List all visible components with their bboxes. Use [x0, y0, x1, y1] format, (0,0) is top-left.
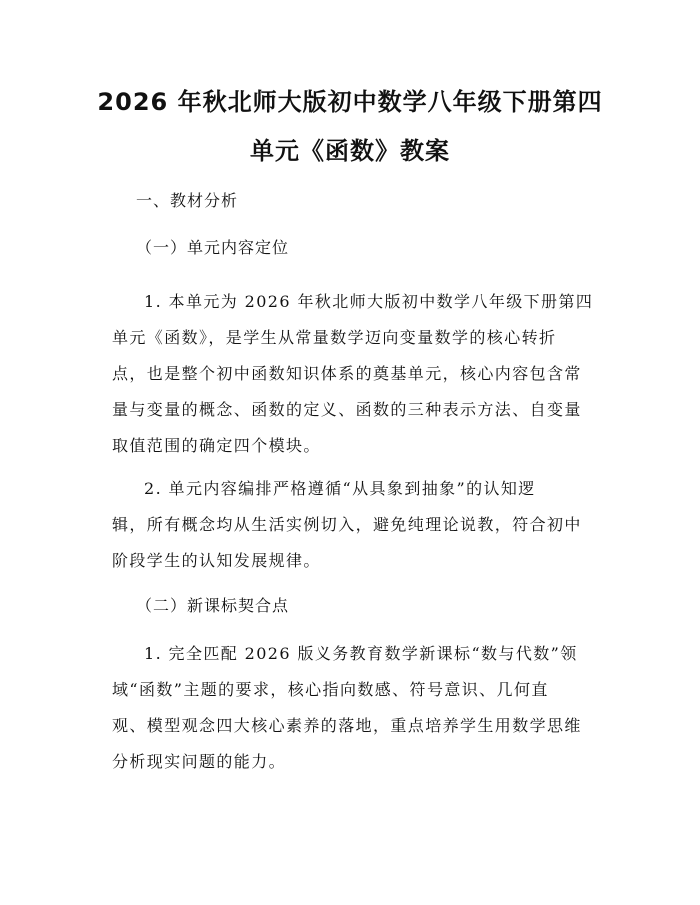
paragraph-line: 域“函数”主题的要求，核心指向数感、符号意识、几何直 [112, 680, 549, 699]
paragraph-unit-positioning-2 [112, 471, 592, 579]
paragraph-line: 1. 本单元为 2026 年秋北师大版初中数学八年级下册第四 [144, 292, 594, 311]
document-title-line-2: 单元《函数》教案 [250, 137, 450, 165]
section-heading-teaching-material-analysis: 一、教材分析 [136, 191, 239, 210]
paragraph-line: 取值范围的确定四个模块。 [112, 436, 321, 455]
paragraph-line: 辑，所有概念均从生活实例切入，避免纯理论说教，符合初中 [112, 515, 582, 534]
paragraph-line: 观、模型观念四大核心素养的落地，重点培养学生用数学思维 [112, 716, 582, 735]
document-title-line-1: 2026 年秋北师大版初中数学八年级下册第四 [97, 88, 603, 116]
paragraph-line: 量与变量的概念、函数的定义、函数的三种表示方法、自变量 [112, 400, 582, 419]
paragraph-line: 2. 单元内容编排严格遵循“从具象到抽象”的认知逻 [144, 479, 536, 498]
paragraph-line: 阶段学生的认知发展规律。 [112, 551, 321, 570]
subsection-heading-curriculum-standards: （二）新课标契合点 [136, 596, 290, 615]
paragraph-line: 分析现实问题的能力。 [112, 752, 287, 771]
paragraph-curriculum-standards-1 [112, 636, 592, 780]
paragraph-line: 单元《函数》，是学生从常量数学迈向变量数学的核心转折 [112, 328, 557, 347]
paragraph-line: 点，也是整个初中函数知识体系的奠基单元，核心内容包含常 [112, 364, 582, 383]
subsection-heading-unit-positioning: （一）单元内容定位 [136, 238, 290, 257]
paragraph-unit-positioning-1 [112, 284, 592, 464]
paragraph-line: 1. 完全匹配 2026 版义务教育数学新课标“数与代数”领 [144, 644, 578, 663]
